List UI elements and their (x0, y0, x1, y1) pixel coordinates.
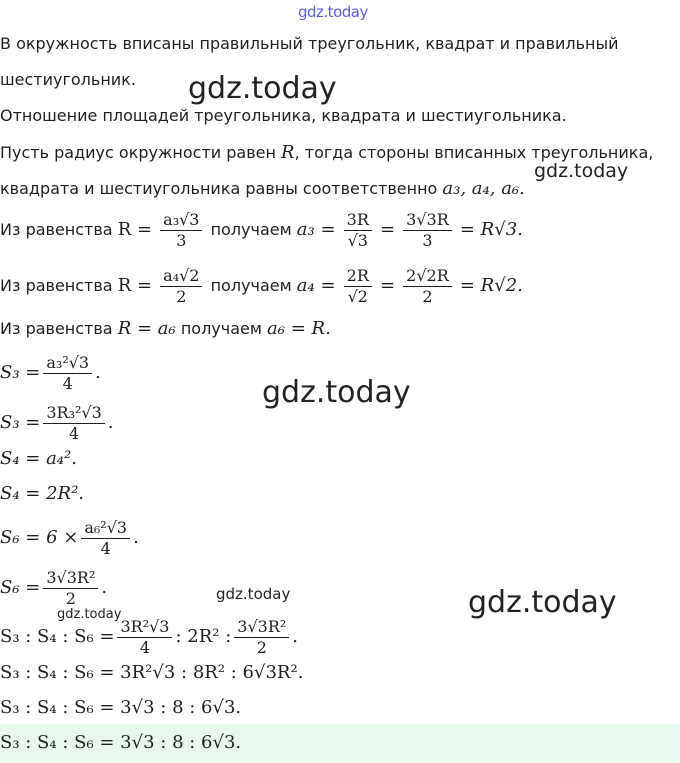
ratio-step-1 (0, 612, 298, 662)
formula-lhs: S₆ = (0, 577, 41, 598)
problem-statement: В окружность вписаны правильный треугольник, квадрат и правильный (0, 34, 619, 53)
period: . (107, 412, 114, 433)
watermark: gdz.today (298, 3, 368, 21)
fraction (403, 266, 452, 307)
denominator: 2 (422, 287, 433, 306)
ratio-lhs: S₃ : S₄ : S₆ = (0, 626, 115, 647)
fraction (81, 518, 130, 559)
period: . (292, 626, 299, 647)
numerator: 2R (344, 266, 372, 287)
numerator: 3R (344, 210, 372, 231)
area-s4-value: S₄ = 2R². (0, 483, 85, 504)
eq-end: = R√3. (459, 219, 523, 240)
equation-square (0, 261, 523, 311)
denominator: √2 (347, 287, 368, 306)
watermark: gdz.today (57, 607, 122, 622)
equals: = (379, 275, 396, 296)
sides-math: a₃, a₄, a₆. (442, 178, 525, 199)
denominator: 3 (422, 231, 433, 250)
fraction (160, 210, 202, 251)
ratio-step-3: S₃ : S₄ : S₆ = 3√3 : 8 : 6√3. (0, 697, 242, 718)
formula-lhs: S₆ = 6 × (0, 527, 79, 548)
denominator: 4 (139, 638, 151, 657)
denominator: 4 (100, 539, 111, 558)
radius-symbol: R (281, 142, 295, 163)
eq-label: Из равенства (0, 319, 113, 338)
denominator: 2 (65, 589, 76, 608)
intro-text: Пусть радиус окружности равен (0, 143, 276, 162)
eq-label: получаем (210, 276, 292, 295)
numerator: a₃√3 (160, 210, 202, 231)
denominator: √3 (347, 231, 368, 250)
equation-hexagon (0, 318, 331, 339)
solution-sides (0, 178, 525, 199)
eq-end: = R√2. (459, 275, 523, 296)
denominator: 2 (256, 638, 267, 657)
fraction (344, 210, 372, 251)
area-s3-value (0, 395, 114, 451)
ratio-mid: : 2R² : (175, 626, 232, 647)
fraction (117, 617, 172, 658)
denominator: 4 (68, 424, 80, 443)
eq-mid: a₄ = (296, 275, 336, 296)
ratio-answer: S₃ : S₄ : S₆ = 3√3 : 8 : 6√3. (0, 732, 242, 753)
eq-label: получаем (180, 319, 262, 338)
numerator: 3√3R² (43, 568, 98, 589)
intro-text-cont: , тогда стороны вписанных треугольника, (294, 143, 654, 162)
denominator: 4 (62, 374, 73, 393)
watermark: gdz.today (468, 585, 617, 620)
watermark: gdz.today (188, 71, 337, 106)
fraction (160, 266, 202, 307)
formula-lhs: S₃ = (0, 412, 41, 433)
numerator: a₃²√3 (43, 353, 92, 374)
fraction (43, 568, 98, 609)
ratio-step-2: S₃ : S₄ : S₆ = 3R²√3 : 8R² : 6√3R². (0, 662, 304, 683)
numerator: 2√2R (403, 266, 452, 287)
numerator: 3R₃²√3 (43, 403, 104, 424)
eq-result: a₆ = R. (267, 318, 331, 339)
numerator: a₆²√3 (81, 518, 130, 539)
problem-statement-cont: шестиугольник. (0, 70, 136, 89)
watermark: gdz.today (216, 585, 291, 603)
numerator: 3√3R² (234, 617, 289, 638)
area-s6-formula (0, 510, 139, 566)
eq-lhs: R = a₆ (117, 318, 176, 339)
eq-label: получаем (210, 220, 292, 239)
area-s6-value (0, 560, 107, 616)
area-s3-formula (0, 345, 101, 401)
formula-lhs: S₃ = (0, 362, 41, 383)
fraction (43, 353, 92, 394)
fraction (43, 403, 104, 444)
fraction (403, 210, 452, 251)
period: . (101, 577, 108, 598)
task-text: Отношение площадей треугольника, квадрата и шестиугольника. (0, 106, 567, 125)
denominator: 2 (176, 287, 187, 306)
period: . (133, 527, 139, 548)
eq-lhs: R = (117, 275, 153, 296)
equals: = (379, 219, 396, 240)
eq-label: Из равенства (0, 220, 113, 239)
sides-text: квадрата и шестиугольника равны соответственно (0, 179, 438, 198)
area-s4-formula: S₄ = a₄². (0, 448, 77, 469)
watermark: gdz.today (262, 375, 411, 410)
watermark: gdz.today (534, 160, 629, 182)
eq-label: Из равенства (0, 276, 113, 295)
denominator: 3 (176, 231, 187, 250)
fraction (234, 617, 289, 658)
solution-intro (0, 142, 653, 163)
period: . (95, 362, 101, 383)
fraction (344, 266, 372, 307)
numerator: a₄√2 (160, 266, 202, 287)
numerator: 3R²√3 (117, 617, 172, 638)
eq-lhs: R = (117, 219, 153, 240)
eq-mid: a₃ = (296, 219, 336, 240)
numerator: 3√3R (403, 210, 452, 231)
equation-triangle (0, 205, 523, 255)
